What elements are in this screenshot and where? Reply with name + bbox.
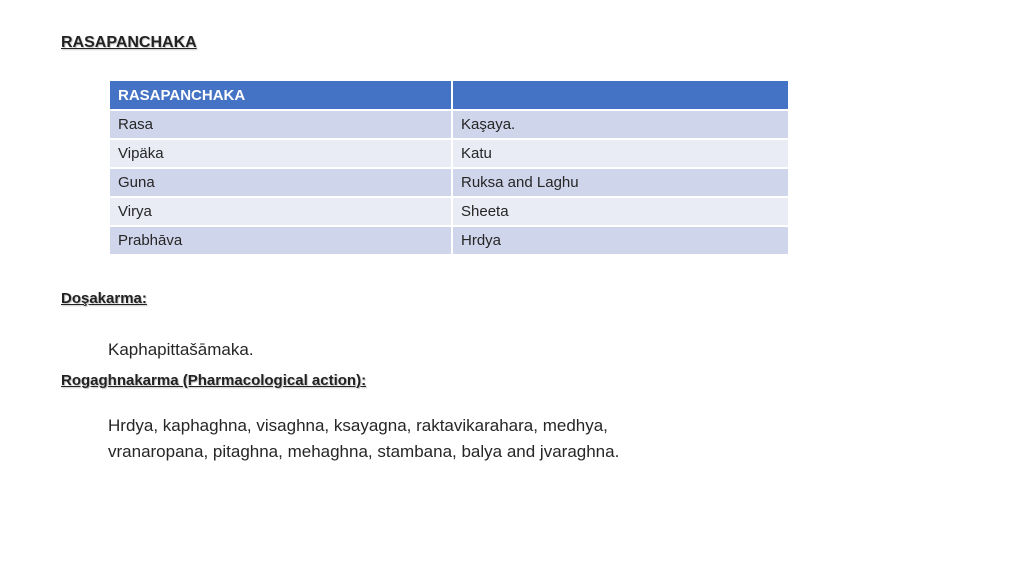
table-row [109,197,789,226]
table-cell-value: Sheeta [452,197,789,226]
table-cell-property: Prabhāva [109,226,452,255]
table-cell-value: Hrdya [452,226,789,255]
dosakarma-text: Kaphapittašāmaka. [108,340,254,359]
table-cell-value: Ruksa and Laghu [452,168,789,197]
rogaghnakarma-heading: Rogaghnakarma (Pharmacological action): [61,372,367,389]
rasapanchaka-table [108,79,790,256]
table-cell-property: Rasa [109,110,452,139]
page-title: RASAPANCHAKA [61,34,197,51]
table-cell-value: Kaşaya. [452,110,789,139]
table-cell-property: Virya [109,197,452,226]
table-row [109,139,789,168]
dosakarma-heading: Doşakarma: [61,290,147,307]
table-row [109,110,789,139]
rogaghnakarma-text [108,413,728,465]
rogaghnakarma-line: vranaropana, pitaghna, mehaghna, stambana, balya and jvaraghna. [108,442,620,461]
table-header-row [109,80,789,110]
table-cell-property: Guna [109,168,452,197]
table-row [109,168,789,197]
table-row [109,226,789,255]
rogaghnakarma-line: Hrdya, kaphaghna, visaghna, ksayagna, raktavikarahara, medhya, [108,416,608,435]
table-header-cell [452,80,789,110]
table-cell-property: Vipäka [109,139,452,168]
table-cell-value: Katu [452,139,789,168]
table-header-cell: RASAPANCHAKA [109,80,452,110]
